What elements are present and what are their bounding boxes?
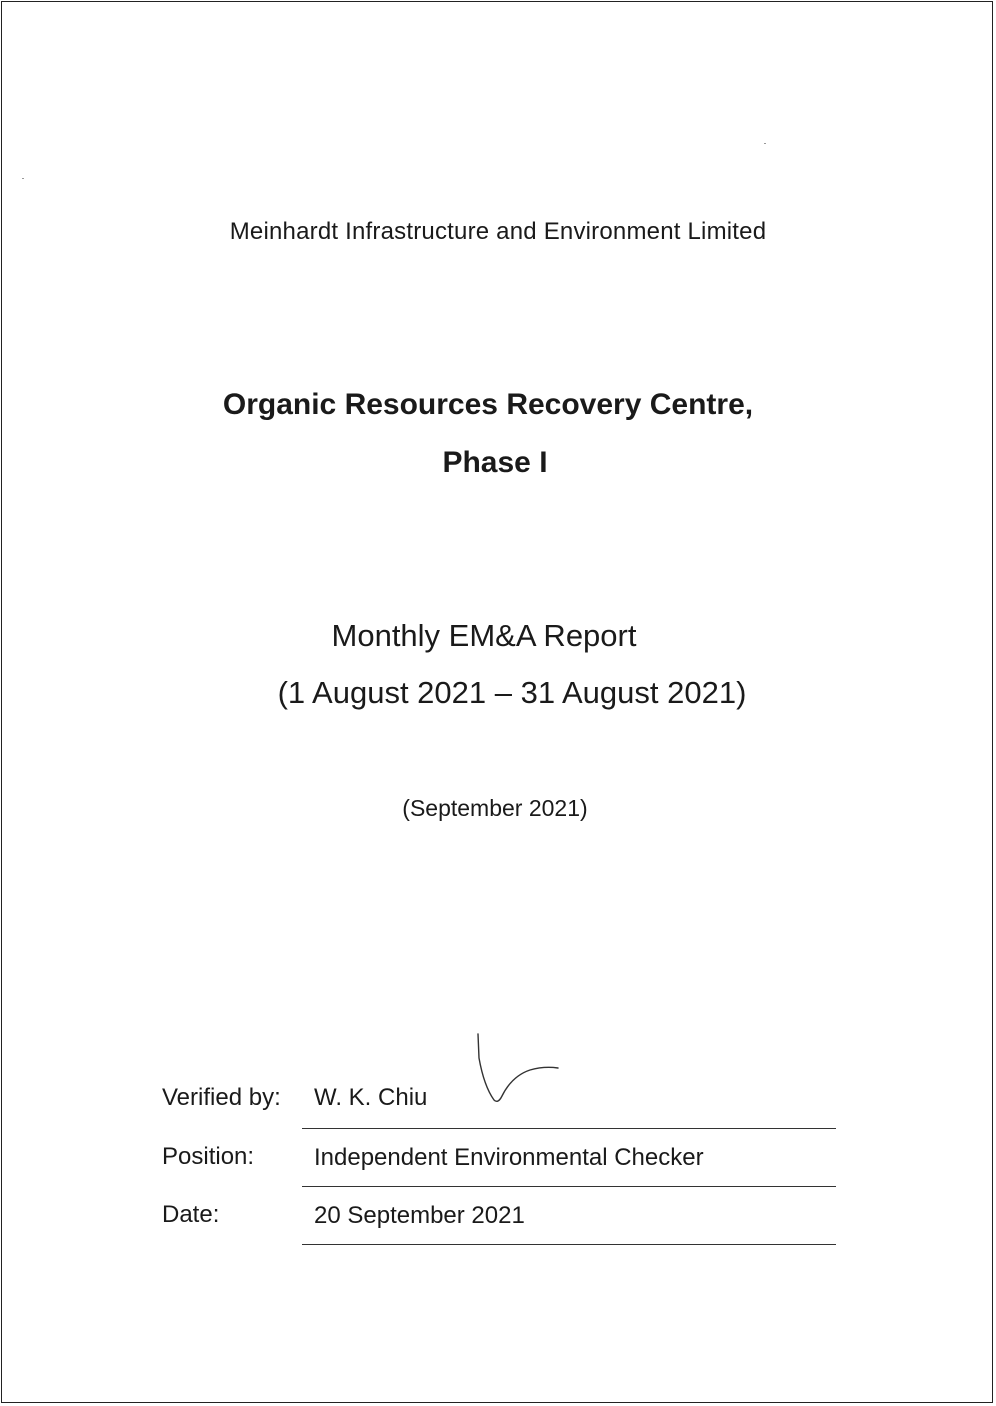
verified-by-underline <box>302 1128 836 1129</box>
project-title-line1: Organic Resources Recovery Centre, <box>222 388 754 421</box>
project-title-line2: Phase I <box>442 446 548 479</box>
report-period: (1 August 2021 – 31 August 2021) <box>277 675 747 710</box>
signature-mark <box>468 1028 568 1108</box>
date-value: 20 September 2021 <box>314 1202 525 1229</box>
issue-date: (September 2021) <box>402 795 588 821</box>
scan-speck <box>22 178 24 179</box>
position-underline <box>302 1186 836 1187</box>
report-name: Monthly EM&A Report <box>331 618 637 653</box>
company-name: Meinhardt Infrastructure and Environment Limited <box>229 218 767 245</box>
position-label: Position: <box>162 1143 255 1170</box>
scan-speck <box>764 143 766 144</box>
date-label: Date: <box>162 1201 220 1228</box>
date-underline <box>302 1244 836 1245</box>
verified-by-label: Verified by: <box>162 1084 281 1111</box>
position-value: Independent Environmental Checker <box>314 1144 704 1171</box>
verified-by-value: W. K. Chiu <box>314 1084 428 1111</box>
